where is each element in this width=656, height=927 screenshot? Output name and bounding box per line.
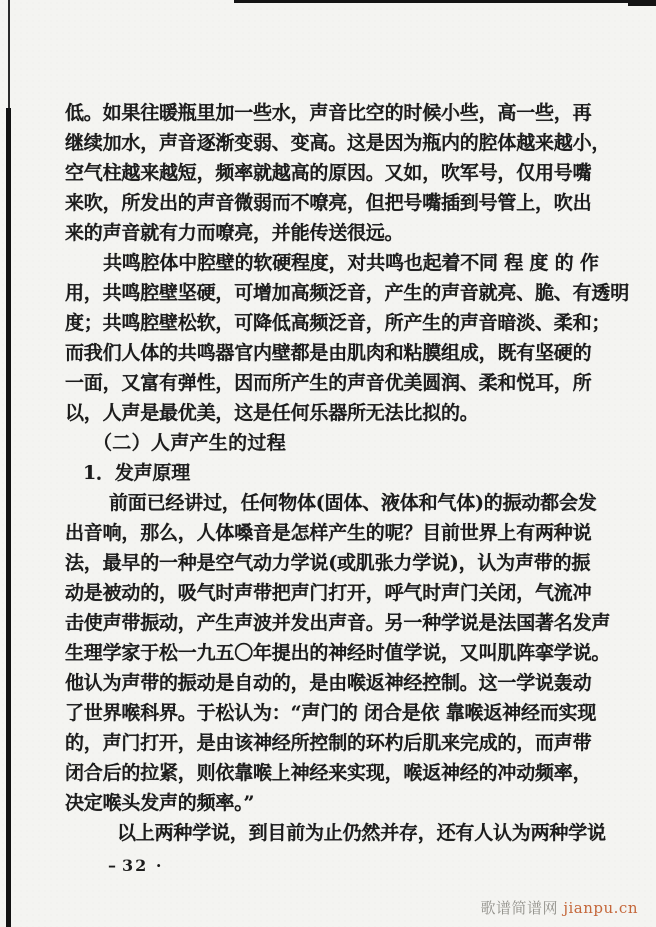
watermark-site-name: 歌谱简谱网 — [480, 899, 559, 917]
text-line: 空气柱越来越短，频率就越高的原因。又如，吹军号，仅用号嘴 — [65, 162, 592, 184]
text-line: 他认为声带的振动是自动的，是由喉返神经控制。这一学说轰动 — [65, 672, 592, 694]
text-line: 决定喉头发声的频率。” — [65, 792, 255, 814]
text-line: 用，共鸣腔壁坚硬，可增加高频泛音，产生的声音就亮、脆、有透明 — [65, 282, 630, 304]
watermark — [481, 897, 638, 918]
text-line: 前面已经讲过，任何物体(固体、液体和气体)的振动都会发 — [109, 492, 597, 514]
scan-edge-left-bar — [6, 108, 11, 927]
text-line: 一面，又富有弹性，因而所产生的声音优美圆润、柔和悦耳，所 — [65, 372, 592, 394]
text-line: 1．发声原理 — [83, 462, 191, 484]
text-line: 击使声带振动，产生声波并发出声音。另一种学说是法国著名发声 — [65, 612, 611, 634]
text-line: 生理学家于松一九五〇年提出的神经时值学说，又叫肌阵挛学说。 — [65, 642, 611, 664]
watermark-site-url[interactable]: jianpu.cn — [563, 899, 638, 917]
text-line: 了世界喉科界。于松认为：“声门的 闭合是依 靠喉返神经而实现 — [65, 702, 597, 724]
text-line: 以，人声是最优美，这是任何乐器所无法比拟的。 — [65, 402, 479, 424]
text-line: 度；共鸣腔壁松软，可降低高频泛音，所产生的声音暗淡、柔和； — [65, 312, 611, 334]
text-block — [65, 98, 630, 848]
text-line: 动是被动的，吸气时声带把声门打开，呼气时声门关闭，气流冲 — [65, 582, 592, 604]
text-line: 来的声音就有力而嘹亮，并能传送很远。 — [65, 222, 404, 244]
page-number — [108, 856, 163, 875]
text-line: （二）人声产生的过程 — [93, 432, 287, 454]
text-line: 继续加水，声音逐渐变弱、变高。这是因为瓶内的腔体越来越小， — [65, 132, 611, 154]
page-number-value: 32 — [122, 856, 149, 875]
text-line: 法，最早的一种是空气动力学说(或肌张力学说)，认为声带的振 — [65, 552, 591, 574]
scan-edge-top-line — [234, 0, 656, 3]
text-line: 闭合后的拉紧，则依靠喉上神经来实现，喉返神经的冲动频率， — [65, 762, 592, 784]
page-number-left-mark: – — [108, 856, 122, 875]
text-line: 而我们人体的共鸣器官内壁都是由肌肉和粘膜组成，既有坚硬的 — [65, 342, 592, 364]
text-line: 以上两种学说，到目前为止仍然并存，还有人认为两种学说 — [117, 822, 606, 844]
page-number-right-mark: · — [155, 856, 164, 875]
scan-edge-left-thin-line — [8, 0, 10, 118]
scan-edge-top-corner — [628, 0, 656, 6]
text-line: 出音响，那么，人体嗓音是怎样产生的呢？目前世界上有两种说 — [65, 522, 592, 544]
text-line: 的，声门打开，是由该神经所控制的环杓后肌来完成的，而声带 — [65, 732, 592, 754]
text-line: 低。如果往暖瓶里加一些水，声音比空的时候小些，高一些，再 — [65, 102, 592, 124]
text-line: 共鸣腔体中腔壁的软硬程度，对共鸣也起着不同 程 度 的 作 — [103, 252, 599, 274]
text-line: 来吹，所发出的声音微弱而不嘹亮，但把号嘴插到号管上，吹出 — [65, 192, 592, 214]
